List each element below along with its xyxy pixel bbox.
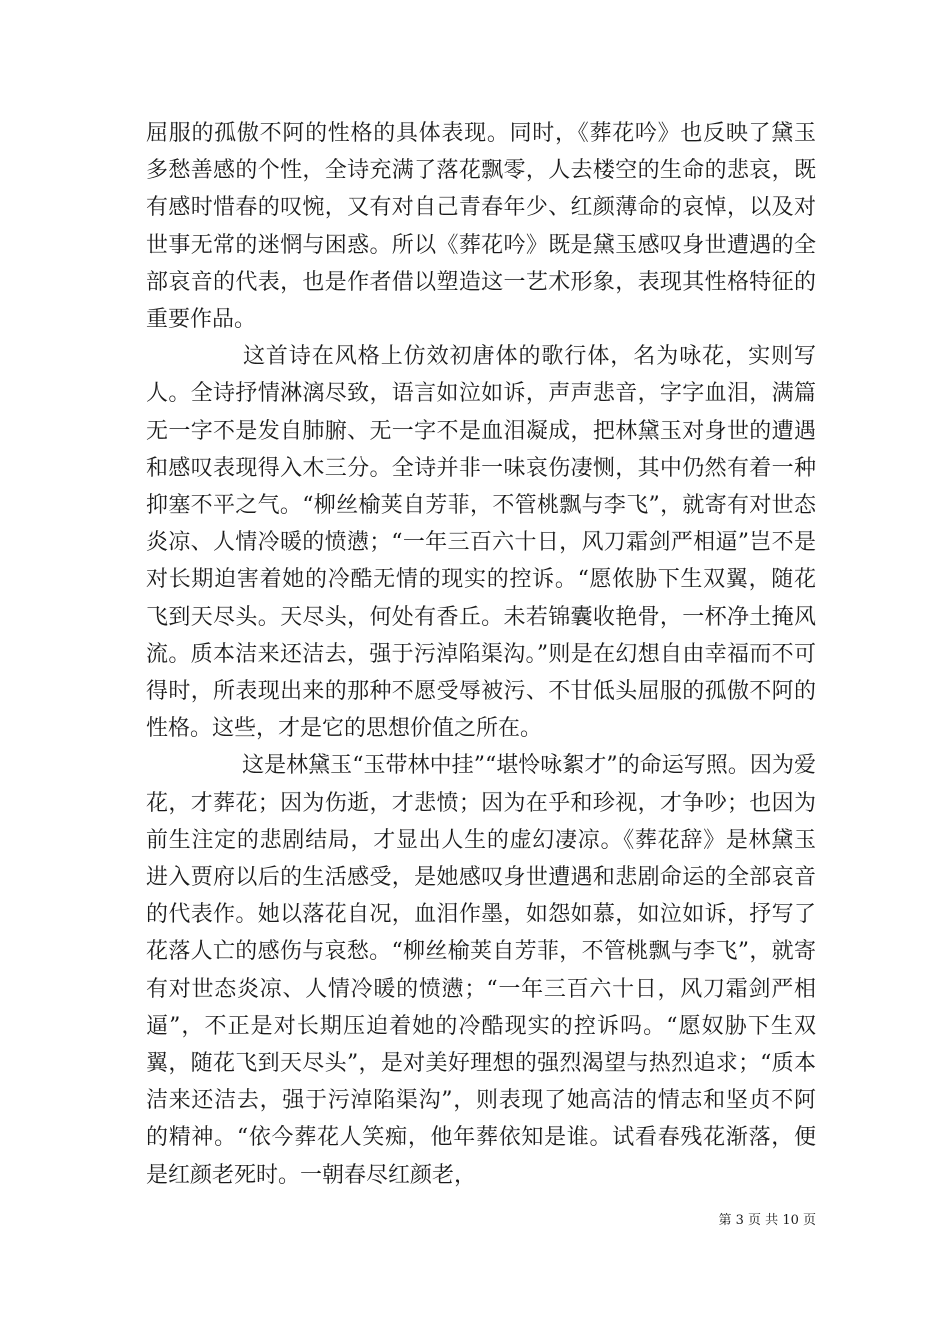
paragraph-1-text: 屈服的孤傲不阿的性格的具体表现。同时，《葬花吟》也反映了黛玉多愁善感的个性，全诗充满了落花飘零，人去楼空的生命的悲哀，既有感时惜春的叹惋，又有对自己青春年少、红颜薄命的哀悼，以及对世事无常的迷惘与困惑。所以《葬花吟》既是黛玉感叹身世遭遇的全部哀音的代表，也是作者借以塑造这一艺术形象，表现其性格特征的重要作品。 (146, 121, 816, 333)
paragraph-2-text: 这首诗在风格上仿效初唐体的歌行体，名为咏花，实则写人。全诗抒情淋漓尽致，语言如泣如诉，声声悲音，字字血泪，满篇无一字不是发自肺腑、无一字不是血泪凝成，把林黛玉对身世的遭遇和感叹表现得入木三分。全诗并非一味哀伤凄恻，其中仍然有着一种抑塞不平之气。“柳丝榆荚自芳菲，不管桃飘与李飞”，就寄有对世态炎凉、人情冷暖的愤懑；“一年三百六十日，风刀霜剑严相逼”岂不是对长期迫害着她的冷酷无情的现实的控诉。“愿侬胁下生双翼，随花飞到天尽头。天尽头，何处有香丘。未若锦囊收艳骨，一杯净土掩风流。质本洁来还洁去，强于污淖陷渠沟。”则是在幻想自由幸福而不可得时，所表现出来的那种不愿受辱被污、不甘低头屈服的孤傲不阿的性格。这些，才是它的思想价值之所在。 (146, 344, 816, 742)
paragraph-1 (146, 115, 816, 338)
body-text (146, 115, 816, 1194)
paragraph-2 (146, 338, 816, 747)
paragraph-3 (146, 747, 816, 1193)
paragraph-3-text: 这是林黛玉“玉带林中挂”“堪怜咏絮才”的命运写照。因为爱花，才葬花；因为伤逝，才悲愤；因为在乎和珍视，才争吵；也因为前生注定的悲剧结局，才显出人生的虚幻凄凉。《葬花辞》是林黛玉进入贾府以后的生活感受，是她感叹身世遭遇和悲剧命运的全部哀音的代表作。她以落花自况，血泪作墨，如怨如慕，如泣如诉，抒写了花落人亡的感伤与哀愁。“柳丝榆荚自芳菲，不管桃飘与李飞”，就寄有对世态炎凉、人情冷暖的愤懑；“一年三百六十日，风刀霜剑严相逼”，不正是对长期压迫着她的冷酷现实的控诉吗。“愿奴胁下生双翼，随花飞到天尽头”，是对美好理想的强烈渴望与热烈追求；“质本洁来还洁去，强于污淖陷渠沟”，则表现了她高洁的情志和坚贞不阿的精神。“依今葬花人笑痴，他年葬依知是谁。试看春残花渐落，便是红颜老死时。一朝春尽红颜老， (146, 753, 816, 1188)
page-number: 第 3 页 共 10 页 (718, 1213, 816, 1228)
